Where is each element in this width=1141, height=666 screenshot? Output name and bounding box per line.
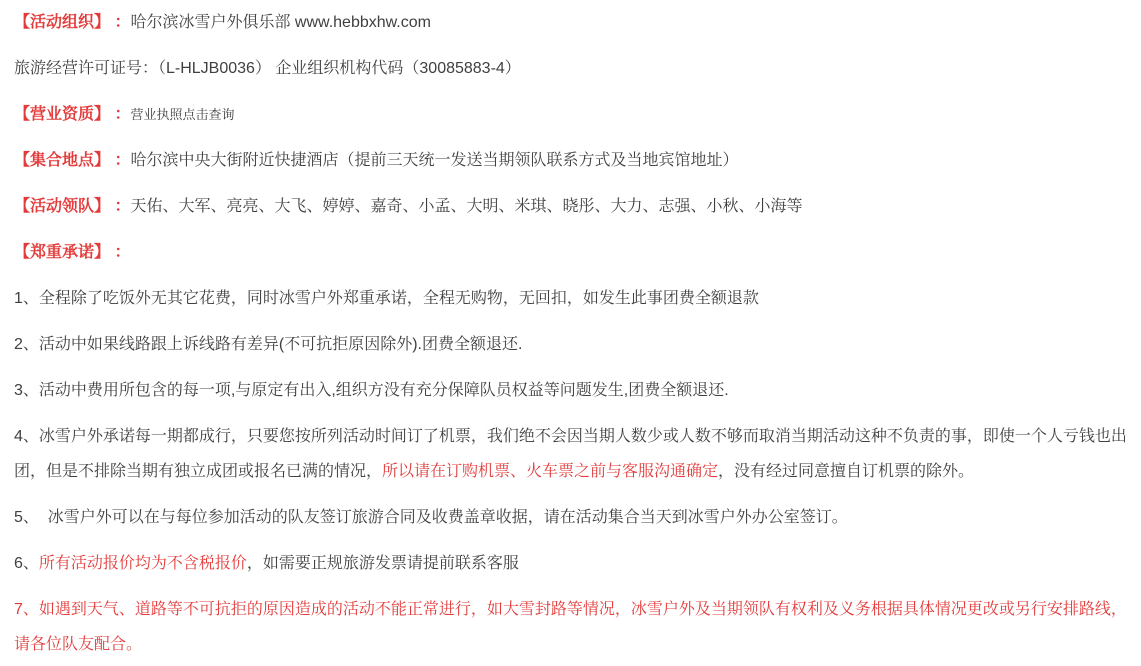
promise-3-text: 3、活动中费用所包含的每一项,与原定有出入,组织方没有充分保障队员权益等问题发生,团费全额退还. <box>14 382 729 399</box>
line-promise-heading <box>14 235 1133 270</box>
colon-business-qualification: ： <box>110 106 131 123</box>
promise-item-6 <box>14 546 1133 581</box>
organizer-name-and-site: 哈尔滨冰雪户外俱乐部 www.hebbxhw.com <box>130 14 431 31</box>
promise-4-text-highlight: 所以请在订购机票、火车票之前与客服沟通确定 <box>382 463 719 480</box>
meeting-point-text: 哈尔滨中央大街附近快捷酒店（提前三天统一发送当期领队联系方式及当地宾馆地址） <box>130 152 739 169</box>
promise-4-text-end: ，没有经过同意擅自订机票的除外。 <box>718 463 975 480</box>
line-meeting-point <box>14 143 1133 178</box>
promise-7-text: 7、如遇到天气、道路等不可抗拒的原因造成的活动不能正常进行，如大雪封路等情况，冰雪户外及当期领队有权利及义务根据具体情况更改或另行安排路线，请各位队友配合。 <box>14 601 1127 653</box>
license-numbers-text: 旅游经营许可证号：（L-HLJB0036） 企业组织机构代码（30085883-4） <box>14 60 521 77</box>
label-meeting-point: 【集合地点】 <box>14 152 111 169</box>
promise-1-text: 1、全程除了吃饭外无其它花费，同时冰雪户外郑重承诺，全程无购物，无回扣，如发生此事团费全额退款 <box>14 290 759 307</box>
promise-item-1 <box>14 281 1133 316</box>
colon-promise-heading: ： <box>110 244 131 261</box>
promise-4-text-start: 4、冰雪户外承诺每一期都成行，只要您按所列活动时间订了机票，我们绝不会因当期人数少或人数不够而取消当期活动这种不负责的事，即使一个人亏钱也出团，但是不排除当期有独立成团或报名已满的情况， <box>14 428 1127 480</box>
promise-item-7 <box>14 592 1133 662</box>
label-promise-heading: 【郑重承诺】 <box>14 244 111 261</box>
colon-activity-organizer: ： <box>110 14 131 31</box>
promise-item-5 <box>14 500 1133 535</box>
line-activity-organizer <box>14 5 1133 40</box>
colon-activity-leaders: ： <box>110 198 131 215</box>
promise-item-2 <box>14 327 1133 362</box>
business-license-link[interactable]: 营业执照点击查询 <box>130 107 235 122</box>
leaders-names-text: 天佑、大军、亮亮、大飞、婷婷、嘉奇、小孟、大明、米琪、晓彤、大力、志强、小秋、小海等 <box>130 198 803 215</box>
promise-5-text: 5、 冰雪户外可以在与每位参加活动的队友签订旅游合同及收费盖章收据，请在活动集合当天到冰雪户外办公室签订。 <box>14 509 848 526</box>
promise-6-number: 6、 <box>14 555 39 572</box>
promise-6-text-end: ，如需要正规旅游发票请提前联系客服 <box>246 555 519 572</box>
label-activity-organizer: 【活动组织】 <box>14 14 111 31</box>
promise-6-text-highlight: 所有活动报价均为不含税报价 <box>38 555 247 572</box>
promise-2-text: 2、活动中如果线路跟上诉线路有差异(不可抗拒原因除外).团费全额退还. <box>14 336 523 353</box>
promise-item-4 <box>14 419 1133 489</box>
line-license-numbers <box>14 51 1133 86</box>
label-activity-leaders: 【活动领队】 <box>14 198 111 215</box>
line-business-qualification <box>14 97 1133 132</box>
line-activity-leaders <box>14 189 1133 224</box>
label-business-qualification: 【营业资质】 <box>14 106 111 123</box>
colon-meeting-point: ： <box>110 152 131 169</box>
promise-item-3 <box>14 373 1133 408</box>
